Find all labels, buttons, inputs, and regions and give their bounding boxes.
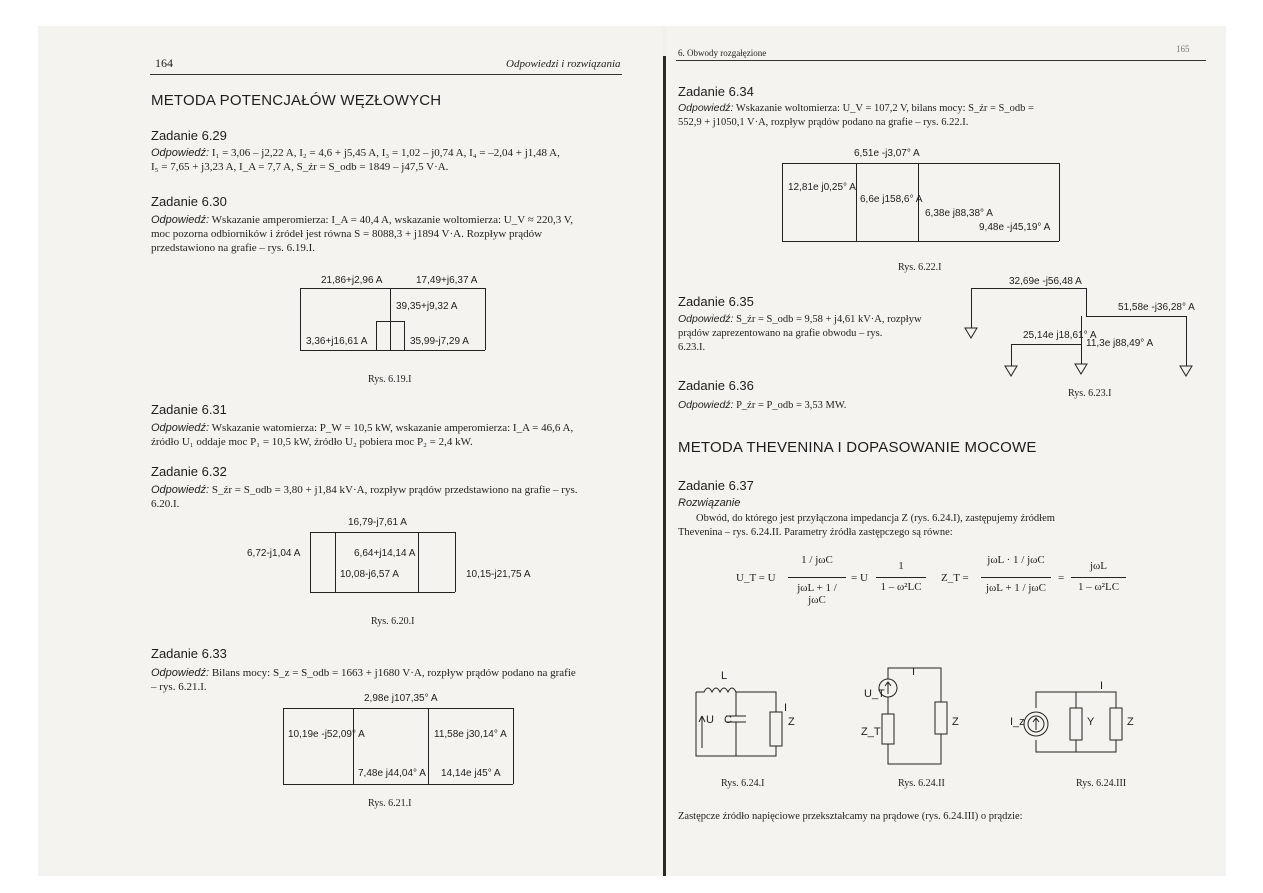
current-label: 6,64+j14,14 A xyxy=(354,548,416,559)
graph-edge xyxy=(300,288,301,350)
current-label: 10,15-j21,75 A xyxy=(466,569,531,580)
formula-numerator: jωL · 1 / jωC xyxy=(987,554,1045,566)
graph-edge xyxy=(376,321,404,322)
formula-denominator: jωL + 1 / jωC xyxy=(797,582,837,606)
running-head: Odpowiedzi i rozwiązania xyxy=(506,58,621,70)
graph-edge xyxy=(310,592,455,593)
current-label: 39,35+j9,32 A xyxy=(396,301,458,312)
formula-numerator: jωL xyxy=(1089,560,1107,572)
answer-label: Odpowiedź: xyxy=(151,214,210,226)
graph-edge xyxy=(455,532,456,592)
current-label: 3,36+j16,61 A xyxy=(306,336,368,347)
task-6-31-title: Zadanie 6.31 xyxy=(151,402,227,417)
current-label: 10,08-j6,57 A xyxy=(340,569,399,580)
current-label: 16,79-j7,61 A xyxy=(348,517,407,528)
graph-edge xyxy=(300,288,485,289)
current-label: 17,49+j6,37 A xyxy=(416,275,478,286)
figure-caption: Rys. 6.24.I xyxy=(721,778,765,789)
footer-text: Zastępcze źródło napięciowe przekształcamy na prądowe (rys. 6.24.III) o prądzie: xyxy=(678,811,1023,822)
answer-line: moc pozorna odbiorników i źródeł jest równa S = 8088,3 + j1894 V·A. Rozpływ prądów xyxy=(151,228,543,240)
graph-edge xyxy=(485,288,486,350)
fraction-bar xyxy=(1071,577,1126,578)
symbol-C: C xyxy=(724,714,732,726)
figure-caption: Rys. 6.24.III xyxy=(1076,778,1127,789)
symbol-L: L xyxy=(721,670,728,682)
right-page: 6. Obwody rozgałęzione 165 Zadanie 6.34 Odpowiedź: Wskazanie woltomierza: U_V = 107,2 V, bilans mocy: S_źr = S_odb = 552,9 + j1050,1 V·A, rozpływ prądów podano na grafie – rys. 6.22.I. 6,51e -j3,07° A 12,81e j0,25° A 6,6e j158,6° A 6,38e j88,38° A 9,48e -j45,19° A Rys. 6.22.I Zadanie 6.35 Odpowiedź: S_źr = S_odb = 9,58 + j4,61 kV·A, rozpływ prądów zaprezentowano na grafie obwodu – rys. 6.23.I. 32,69e -j56,48 A 51,58e -j36,28° A 25,14e j18,61° A 11,3e j88,49° A Rys. 6.23.I Zadanie 6.36 Odpowiedź: P_źr = P_odb = 3,53 MW. METODA THEVENINA I DOPASOWANIE MOCOWE Zadanie 6.37 Rozwiązanie Obwód, do którego jest przyłączona impedancja Z (rys. 6.24.I), zastępujemy źródłem Thevenina – rys. 6.24.II. Parametry źródła zastępczego są równe: U_T = U 1 / jωC jωL + 1 / jωC = U 1 1 – ω²LC Z_T = jωL · 1 / jωC jωL + 1 / jωC = jωL 1 – ω²LC L C U Z I U_T Z_T Z I I_z Y Z I Rys. 6.24.I Rys. 6.24.II Rys. 6.24.III Zastępcze źródło napięciowe przekształcamy na prądowe (rys. 6.24.III) o prądzie: xyxy=(666,26,1226,876)
fraction-bar xyxy=(876,577,926,578)
running-head: 6. Obwody rozgałęzione xyxy=(678,48,767,58)
formula-denominator: 1 – ω²LC xyxy=(880,581,922,593)
task-6-36-answer xyxy=(678,398,1078,413)
formula-numerator: 1 xyxy=(898,560,904,572)
formula-numerator: 1 / jωC xyxy=(801,554,833,566)
answer-label: Odpowiedź: xyxy=(678,102,734,114)
answer-line: Wskazanie woltomierza: U_V = 107,2 V, bilans mocy: S_źr = S_odb = xyxy=(735,103,1034,114)
text-line: Thevenina – rys. 6.24.II. Parametry źródła zastępczego są równe: xyxy=(678,527,953,538)
task-6-30-title: Zadanie 6.30 xyxy=(151,194,227,209)
answer-label: Odpowiedź: xyxy=(678,313,734,325)
fraction-bar xyxy=(788,577,846,578)
current-label: 12,81e j0,25° A xyxy=(788,182,856,193)
circuit-diagrams xyxy=(666,656,1226,816)
graph-edge xyxy=(353,708,354,784)
graph-edge xyxy=(310,532,311,592)
ground-symbols xyxy=(666,26,1226,426)
symbol-I: I xyxy=(784,702,788,714)
figure-caption: Rys. 6.20.I xyxy=(371,616,415,627)
symbol-Z: Z xyxy=(788,716,795,728)
symbol-I: I xyxy=(1100,680,1104,692)
formula-zt: Z_T = xyxy=(941,572,969,584)
current-label: 9,48e -j45,19° A xyxy=(979,222,1051,233)
graph-edge xyxy=(283,708,513,709)
answer-label: Odpowiedź: xyxy=(151,667,210,679)
graph-edge xyxy=(418,532,419,592)
current-label: 6,72-j1,04 A xyxy=(247,548,301,559)
graph-edge xyxy=(283,784,513,785)
task-6-33-answer xyxy=(151,666,651,694)
current-label: 51,58e -j36,28° A xyxy=(1118,302,1195,313)
answer-line: źródło U₁ oddaje moc P₁ = 10,5 kW, źródło U₂ pobiera moc P₂ = 2,4 kW. xyxy=(151,436,473,448)
figure-caption: Rys. 6.21.I xyxy=(368,798,412,809)
graph-edge xyxy=(283,708,284,784)
graph-edge xyxy=(428,708,429,784)
current-label: 6,6e j158,6° A xyxy=(860,194,923,205)
answer-line: Wskazanie amperomierza: I_A = 40,4 A, wskazanie woltomierza: U_V ≈ 220,3 V, xyxy=(211,214,574,226)
answer-line: 6.20.I. xyxy=(151,498,180,510)
symbol-Iz: I_z xyxy=(1010,716,1025,728)
current-label: 11,3e j88,49° A xyxy=(1086,338,1154,349)
current-label: 2,98e j107,35° A xyxy=(364,693,438,704)
task-6-37-title: Zadanie 6.37 xyxy=(678,478,754,493)
task-6-29-title: Zadanie 6.29 xyxy=(151,128,227,143)
answer-line: – rys. 6.21.I. xyxy=(151,681,207,693)
figure-caption: Rys. 6.19.I xyxy=(368,374,412,385)
task-6-36-title: Zadanie 6.36 xyxy=(678,378,754,393)
current-label: 6,51e -j3,07° A xyxy=(854,148,920,159)
current-label: 11,58e j30,14° A xyxy=(434,729,507,740)
answer-line: prądów zaprezentowano na grafie obwodu – rys. xyxy=(678,328,883,339)
header-rule xyxy=(150,74,622,75)
graph-edge xyxy=(390,288,391,350)
figure-caption: Rys. 6.22.I xyxy=(898,262,942,273)
symbol-Z: Z xyxy=(1127,716,1134,728)
current-label: 10,19e -j52,09° A xyxy=(288,729,365,740)
page-number: 165 xyxy=(1176,44,1190,54)
formula-eq: = U xyxy=(851,572,868,584)
graph-edge xyxy=(404,321,405,350)
answer-label: Odpowiedź: xyxy=(678,399,734,411)
formula-denominator: 1 – ω²LC xyxy=(1077,581,1120,593)
answer-line: S_źr = S_odb = 3,80 + j1,84 kV·A, rozpływ prądów przedstawiono na grafie – rys. xyxy=(211,484,578,496)
task-6-33-title: Zadanie 6.33 xyxy=(151,646,227,661)
text-line: Obwód, do którego jest przyłączona impedancja Z (rys. 6.24.I), zastępujemy źródłem xyxy=(696,513,1055,524)
task-6-32-answer xyxy=(151,483,651,511)
symbol-UT: U_T xyxy=(864,688,885,700)
scanned-spread xyxy=(38,26,1226,876)
answer-line: S_źr = S_odb = 9,58 + j4,61 kV·A, rozpływ xyxy=(736,314,922,325)
figure-caption: Rys. 6.23.I xyxy=(1068,388,1112,399)
answer-line: przedstawiono na grafie – rys. 6.19.I. xyxy=(151,242,316,254)
symbol-ZT: Z_T xyxy=(861,726,881,738)
page-number: 164 xyxy=(155,56,173,70)
answer-line: P_źr = P_odb = 3,53 MW. xyxy=(736,400,847,411)
graph-edge xyxy=(310,532,455,533)
task-6-30-answer xyxy=(151,213,651,255)
current-label: 21,86+j2,96 A xyxy=(321,275,383,286)
answer-label: Odpowiedź: xyxy=(151,422,210,434)
graph-edge xyxy=(513,708,514,784)
answer-line: I₁ = 3,06 – j2,22 A, I₂ = 4,6 + j5,45 A, I₃ = 1,02 – j0,74 A, I₄ = –2,04 + j1,48 A, xyxy=(211,147,560,159)
graph-edge xyxy=(335,532,336,592)
symbol-I: I xyxy=(912,666,916,678)
current-label: 35,99-j7,29 A xyxy=(410,336,469,347)
answer-line: 552,9 + j1050,1 V·A, rozpływ prądów podano na grafie – rys. 6.22.I. xyxy=(678,117,969,128)
current-label: 32,69e -j56,48 A xyxy=(1009,276,1082,287)
task-6-31-answer xyxy=(151,421,651,449)
current-label: 25,14e j18,61° A xyxy=(1023,330,1097,341)
answer-line: I₅ = 7,65 + j3,23 A, I_A = 7,7 A, S_źr = S_odb = 1849 – j47,5 V·A. xyxy=(151,161,449,173)
figure-caption: Rys. 6.24.II xyxy=(898,778,945,789)
symbol-Y: Y xyxy=(1087,716,1095,728)
task-6-34-title: Zadanie 6.34 xyxy=(678,84,754,99)
current-label: 7,48e j44,04° A xyxy=(358,768,426,779)
fraction-bar xyxy=(981,577,1051,578)
current-label: 14,14e j45° A xyxy=(441,768,501,779)
answer-label: Odpowiedź: xyxy=(151,147,210,159)
symbol-U: U xyxy=(706,714,714,726)
section-title: METODA THEVENINA I DOPASOWANIE MOCOWE xyxy=(678,439,1037,456)
task-6-29-answer xyxy=(151,146,651,174)
answer-line: Wskazanie watomierza: P_W = 10,5 kW, wskazanie amperomierza: I_A = 46,6 A, xyxy=(211,422,574,434)
task-6-37-text xyxy=(678,512,1208,540)
symbol-Z: Z xyxy=(952,716,959,728)
section-title: METODA POTENCJAŁÓW WĘZŁOWYCH xyxy=(151,92,442,109)
formula-ut: U_T = U xyxy=(736,572,776,584)
current-label: 6,38e j88,38° A xyxy=(925,208,993,219)
graph-edge xyxy=(300,350,485,351)
answer-label: Odpowiedź: xyxy=(151,484,210,496)
task-6-35-title: Zadanie 6.35 xyxy=(678,294,754,309)
formula-denominator: jωL + 1 / jωC xyxy=(985,582,1046,594)
answer-line: Bilans mocy: S_z = S_odb = 1663 + j1680 V·A, rozpływ prądów podano na grafie xyxy=(211,667,576,679)
task-6-32-title: Zadanie 6.32 xyxy=(151,464,227,479)
solution-label: Rozwiązanie xyxy=(678,497,741,509)
answer-line: 6.23.I. xyxy=(678,342,706,353)
graph-edge xyxy=(376,321,377,350)
left-page xyxy=(38,26,663,876)
